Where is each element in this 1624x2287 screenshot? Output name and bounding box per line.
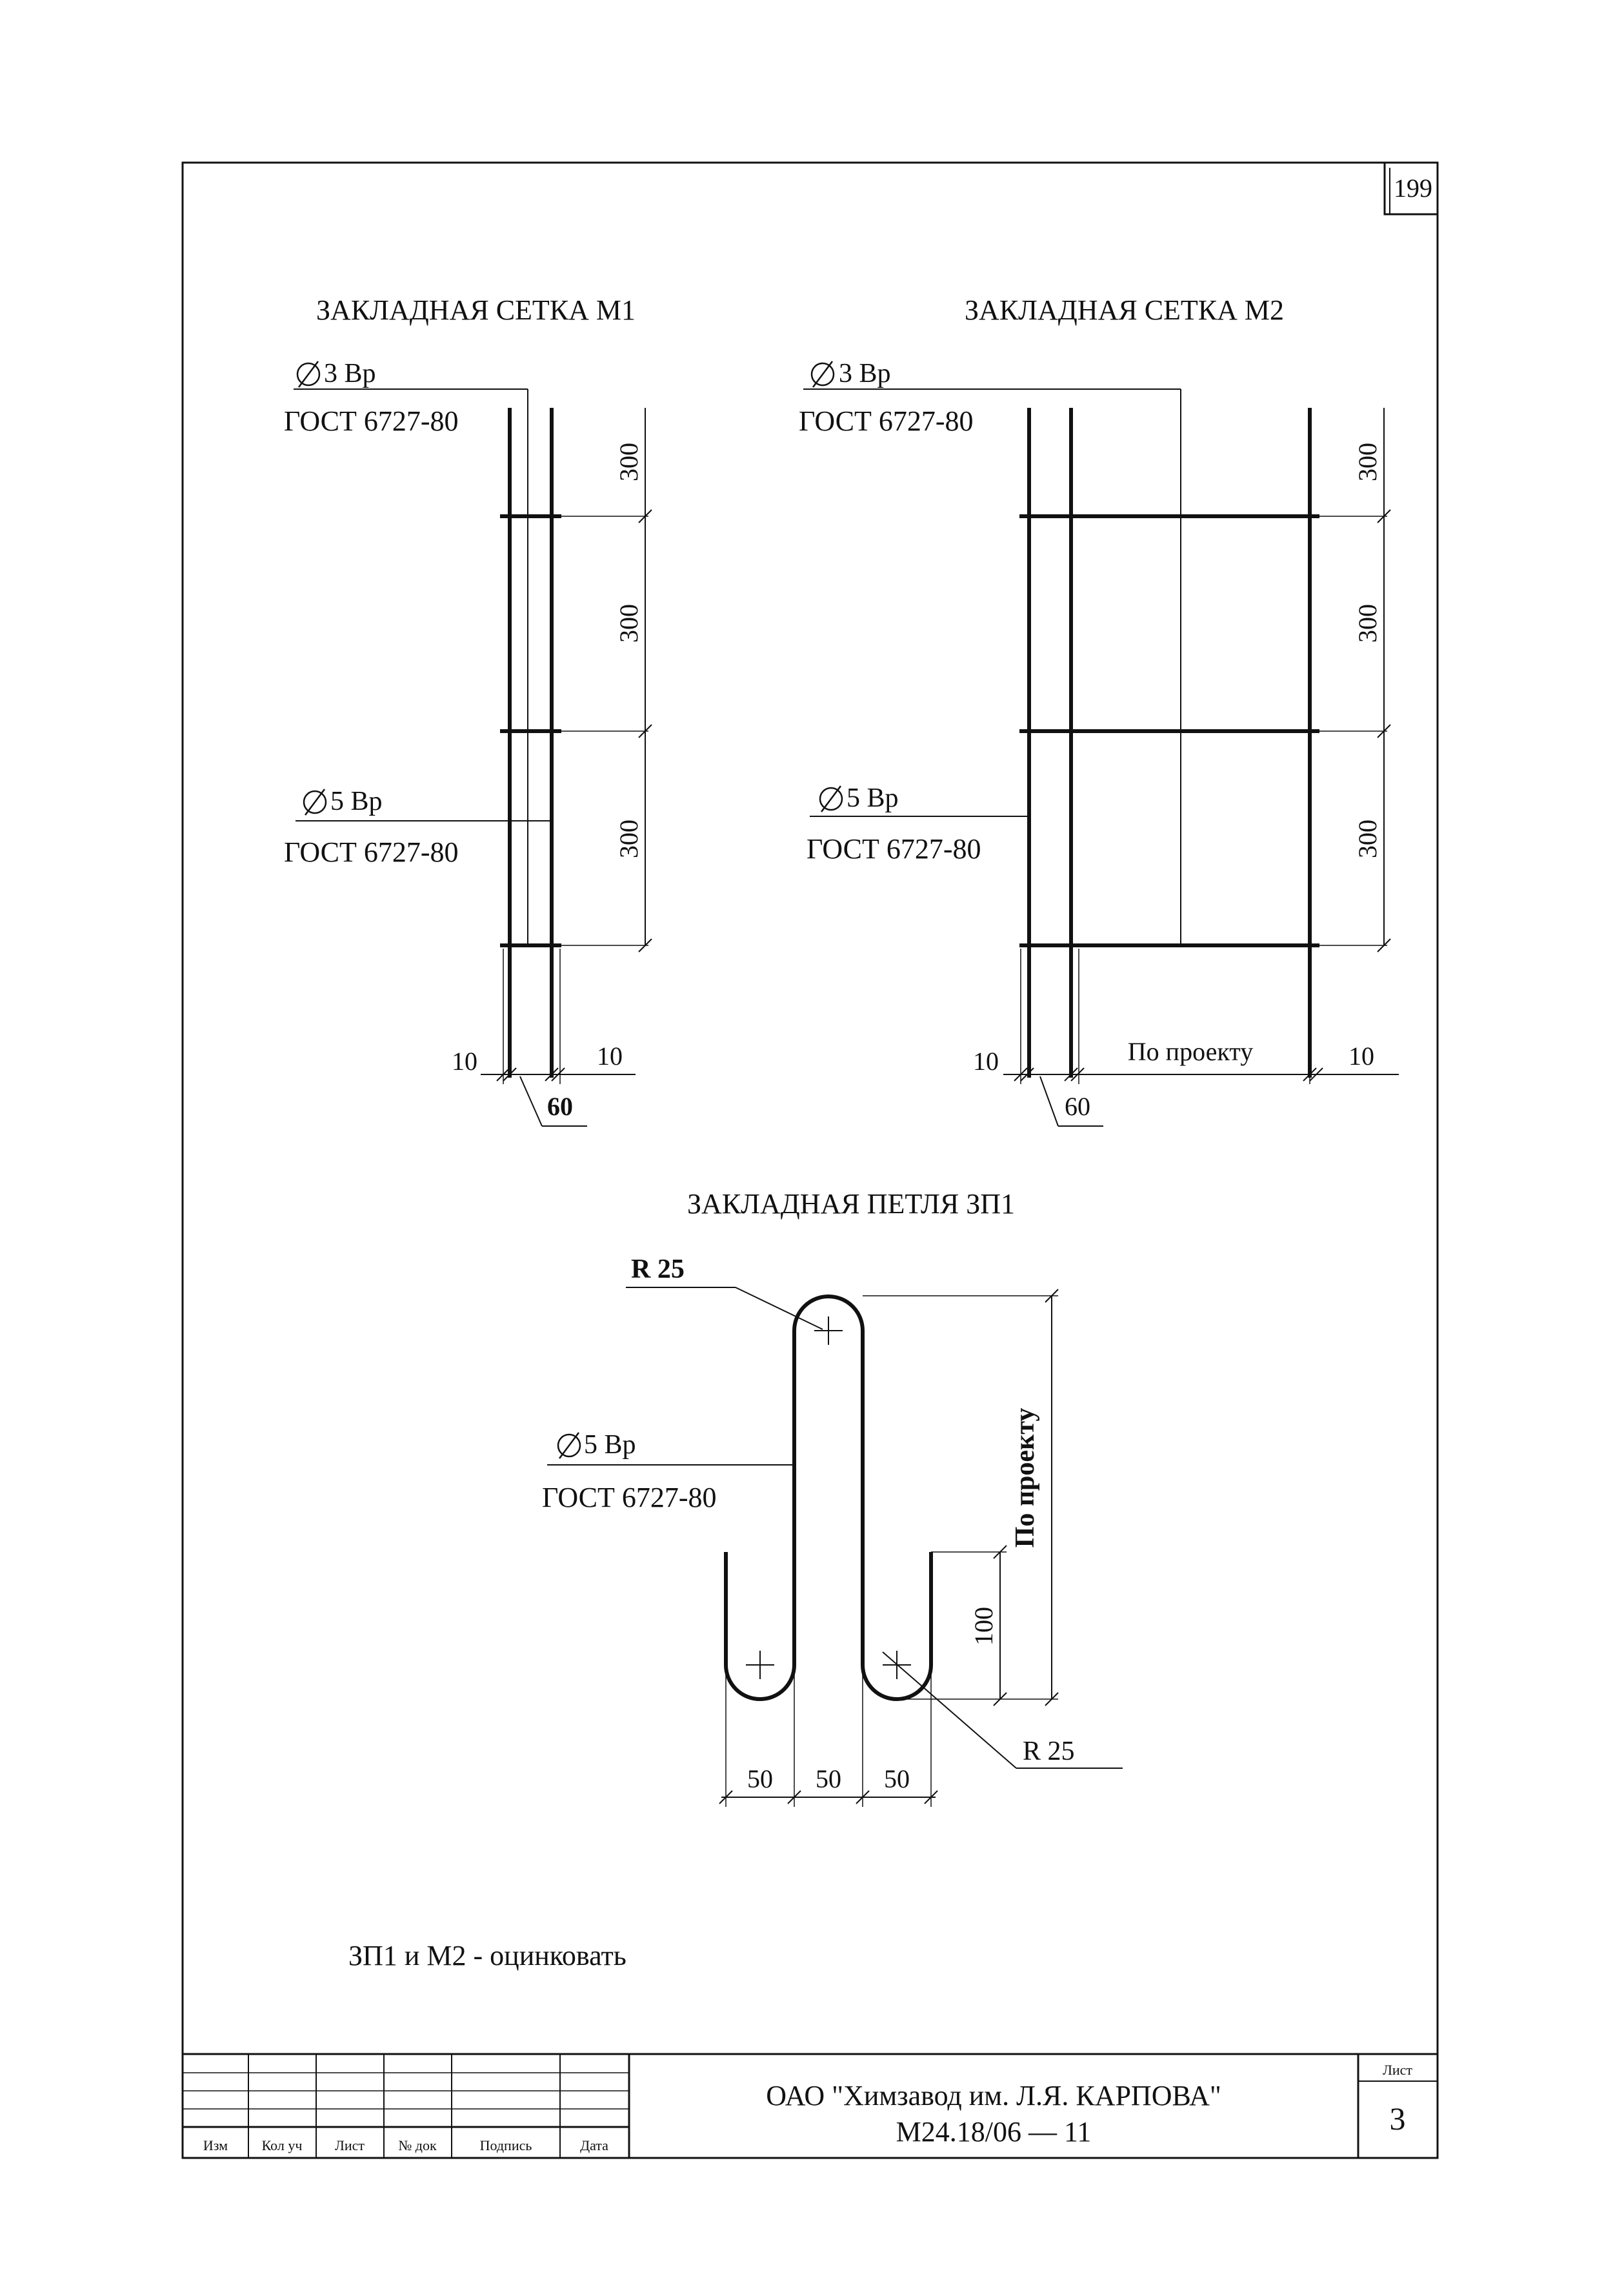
m1-wire-top-diameter: 3 Вр (324, 359, 376, 388)
diameter-icon (297, 361, 319, 387)
zp1-title: ЗАКЛАДНАЯ ПЕТЛЯ ЗП1 (687, 1188, 1016, 1220)
diameter-icon (812, 361, 834, 387)
drawing-frame (183, 163, 1438, 2158)
m2-dim-total: 60 (1065, 1092, 1090, 1121)
m2-dim-v2: 300 (1353, 604, 1382, 643)
zp1-dim-leg: 100 (969, 1607, 998, 1646)
diameter-icon (558, 1433, 580, 1458)
document-code: М24.18/06 — 11 (896, 2116, 1092, 2148)
company-name: ОАО "Химзавод им. Л.Я. КАРПОВА" (766, 2080, 1221, 2111)
zp1-wire-standard: ГОСТ 6727-80 (542, 1482, 717, 1513)
loop-wire (726, 1296, 931, 1699)
m2-dim-span: По проекту (1127, 1037, 1254, 1066)
m1-dim-v2: 300 (614, 604, 643, 643)
col-signature: Подпись (479, 2137, 532, 2153)
col-izm: Изм (203, 2137, 228, 2153)
loop-zp1 (542, 1188, 1123, 1807)
diameter-icon (820, 786, 842, 812)
m1-dim-v1: 300 (614, 443, 643, 481)
col-doc-no: № док (398, 2137, 437, 2153)
zp1-wire-diameter: 5 Вр (584, 1430, 636, 1460)
m1-dim-right: 10 (597, 1042, 623, 1071)
m2-wire-mid-diameter: 5 Вр (847, 783, 899, 813)
galvanize-note: ЗП1 и М2 - оцинковать (348, 1940, 627, 1971)
m1-title: ЗАКЛАДНАЯ СЕТКА М1 (316, 294, 636, 326)
title-block (183, 2054, 1438, 2158)
m1-dim-v3: 300 (614, 820, 643, 858)
m2-title: ЗАКЛАДНАЯ СЕТКА М2 (965, 294, 1285, 326)
m2-dim-left: 10 (973, 1047, 999, 1076)
m2-dim-v3: 300 (1353, 820, 1382, 858)
sheet-number: 3 (1389, 2101, 1406, 2137)
zp1-dim-w2: 50 (816, 1764, 841, 1793)
zp1-dim-w1: 50 (747, 1764, 773, 1793)
mesh-m1 (284, 294, 652, 1126)
col-date: Дата (580, 2137, 608, 2153)
m2-wire-top-standard: ГОСТ 6727-80 (799, 405, 974, 437)
m1-wire-top-standard: ГОСТ 6727-80 (284, 405, 459, 437)
col-list: Лист (334, 2137, 365, 2153)
zp1-dim-height: По проекту (1010, 1407, 1040, 1548)
zp1-radius-top: R 25 (631, 1254, 685, 1284)
col-kol-uch: Кол уч (261, 2137, 303, 2153)
m2-wire-top-diameter: 3 Вр (839, 359, 891, 388)
zp1-dim-w3: 50 (884, 1764, 910, 1793)
m2-wire-mid-standard: ГОСТ 6727-80 (807, 833, 981, 865)
sheet-label: Лист (1382, 2062, 1413, 2078)
m1-dim-total: 60 (547, 1092, 573, 1121)
m2-dim-right: 10 (1348, 1042, 1374, 1071)
zp1-radius-bottom: R 25 (1023, 1737, 1075, 1766)
m1-wire-mid-diameter: 5 Вр (330, 787, 383, 816)
diameter-icon (304, 789, 326, 815)
corner-sheet-number: 199 (1394, 174, 1432, 203)
center-mark-top (814, 1316, 843, 1345)
center-mark-left (746, 1651, 774, 1679)
mesh-m2 (799, 294, 1399, 1126)
m1-wire-mid-standard: ГОСТ 6727-80 (284, 836, 459, 868)
m1-dim-left: 10 (452, 1047, 477, 1076)
m2-dim-v1: 300 (1353, 443, 1382, 481)
